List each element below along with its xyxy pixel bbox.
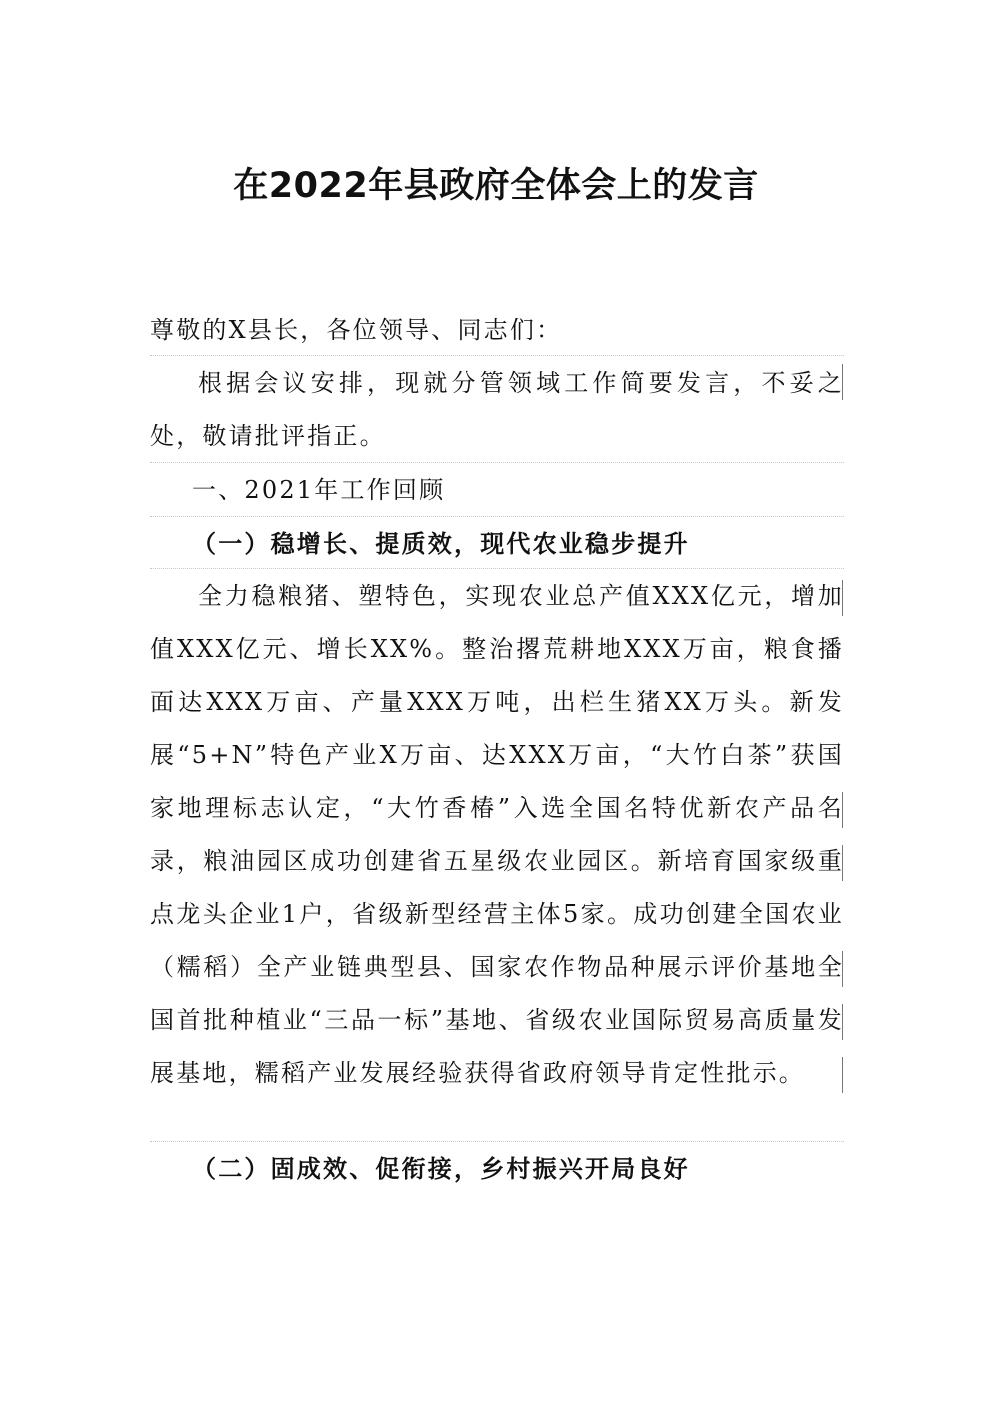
text-boundary-mark	[842, 580, 843, 616]
intro-paragraph: 根据会议安排，现就分管领域工作简要发言，不妥之处，敬请批评指正。	[150, 369, 844, 450]
text-boundary-mark	[842, 951, 843, 987]
agriculture-paragraph: 全力稳粮猪、塑特色，实现农业总产值XXX亿元，增加值XXX亿元、增长XX%。整治撂荒耕地XXX万亩，粮食播面达XXX万亩、产量XXX万吨，出栏生猪XX万头。新发展“5+N”特色产业X万亩、达XXX万亩，“大竹白茶”获国家地理标志认定，“大竹香椿”入选全国名特优新农产品名录，粮油园区成功创建省五星级农业园区。新培育国家级重点龙头企业1户，省级新型经营主体5家。成功创建全国农业（糯稻）全产业链典型县、国家农作物品种展示评价基地全国首批种植业“三品一标”基地、省级农业国际贸易高质量发展基地，糯稻产业发展经验获得省政府领导肯定性批示。	[150, 582, 844, 1087]
greeting-line: 尊敬的X县长，各位领导、同志们：	[150, 316, 563, 344]
paragraph-boundary	[150, 462, 844, 463]
paragraph-boundary	[150, 355, 844, 356]
text-boundary-mark	[842, 792, 843, 828]
text-boundary-mark	[842, 845, 843, 881]
subsection-heading-1: （一）稳增长、提质效，现代农业稳步提升	[192, 529, 690, 558]
section-heading: 一、2021年工作回顾	[192, 476, 446, 504]
text-boundary-mark	[842, 1057, 843, 1093]
subsection-heading-2: （二）固成效、促衔接，乡村振兴开局良好	[192, 1154, 690, 1183]
document-title: 在2022年县政府全体会上的发言	[233, 166, 759, 206]
text-boundary-mark	[842, 1004, 843, 1040]
paragraph-boundary	[150, 568, 844, 569]
text-boundary-mark	[842, 364, 843, 400]
